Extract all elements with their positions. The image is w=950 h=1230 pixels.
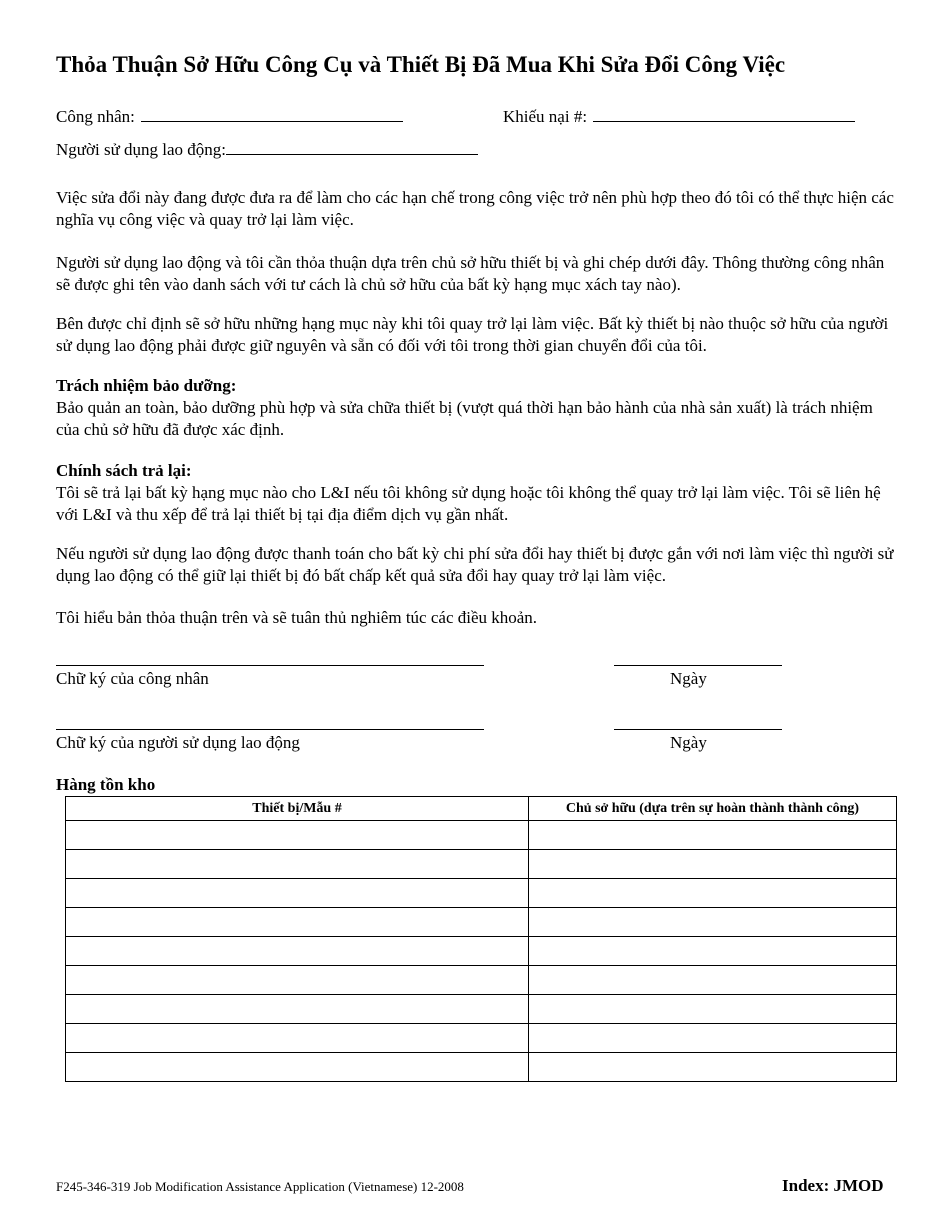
table-row xyxy=(66,850,897,879)
maintenance-heading: Trách nhiệm bảo dưỡng: xyxy=(56,376,237,395)
owner-cell[interactable] xyxy=(529,1053,897,1082)
employer-date-line[interactable] xyxy=(614,729,782,730)
employer-signature-label: Chữ ký của người sử dụng lao động xyxy=(56,733,300,752)
equipment-cell[interactable] xyxy=(66,1024,529,1053)
maintenance-section xyxy=(56,375,896,441)
table-row xyxy=(66,821,897,850)
owner-cell[interactable] xyxy=(529,908,897,937)
return-text: Tôi sẽ trả lại bất kỳ hạng mục nào cho L&I nếu tôi không sử dụng hoặc tôi không thể quay trở lại làm việc. Tôi sẽ liên hệ với L&I và thu xếp để trả lại thiết bị tại địa điểm dịch vụ gần nhất. xyxy=(56,483,881,524)
claim-field xyxy=(503,104,855,127)
equipment-cell[interactable] xyxy=(66,937,529,966)
worker-signature-line[interactable] xyxy=(56,665,484,666)
maintenance-text: Bảo quản an toàn, bảo dưỡng phù hợp và sửa chữa thiết bị (vượt quá thời hạn bảo hành của nhà sản xuất) là trách nhiệm của chủ sở hữu đã được xác định. xyxy=(56,398,873,439)
owner-cell[interactable] xyxy=(529,850,897,879)
equipment-cell[interactable] xyxy=(66,850,529,879)
equipment-cell[interactable] xyxy=(66,1053,529,1082)
return-section xyxy=(56,460,896,526)
form-index: Index: JMOD xyxy=(782,1176,884,1195)
return-heading: Chính sách trả lại: xyxy=(56,461,192,480)
paragraph-ownership: Bên được chỉ định sẽ sở hữu những hạng mục này khi tôi quay trở lại làm việc. Bất kỳ thiết bị nào thuộc sở hữu của người sử dụng lao động phải được giữ nguyên và sẵn có đối với tôi trong thời gian chuyển đổi của tôi. xyxy=(56,314,889,355)
worker-signature-label: Chữ ký của công nhân xyxy=(56,669,209,688)
worker-input-line[interactable] xyxy=(141,104,403,122)
owner-cell[interactable] xyxy=(529,1024,897,1053)
inventory-title: Hàng tồn kho xyxy=(56,775,156,794)
paragraph-employer-paid: Nếu người sử dụng lao động được thanh toán cho bất kỳ chi phí sửa đổi hay thiết bị được gắn với nơi làm việc thì người sử dụng lao động có thể giữ lại thiết bị đó bất chấp kết quả sửa đổi hay quay trở lại làm việc. xyxy=(56,544,894,585)
table-row xyxy=(66,1024,897,1053)
employer-input-line[interactable] xyxy=(226,137,478,155)
owner-cell[interactable] xyxy=(529,937,897,966)
table-row xyxy=(66,908,897,937)
column-header-owner: Chủ sở hữu (dựa trên sự hoàn thành thành công) xyxy=(529,797,897,821)
form-identifier: F245-346-319 Job Modification Assistance Application (Vietnamese) 12-2008 xyxy=(56,1179,464,1194)
employer-field xyxy=(56,137,478,160)
equipment-cell[interactable] xyxy=(66,879,529,908)
claim-input-line[interactable] xyxy=(593,104,855,122)
equipment-cell[interactable] xyxy=(66,995,529,1024)
table-row xyxy=(66,879,897,908)
paragraph-acknowledgement: Tôi hiểu bản thỏa thuận trên và sẽ tuân thủ nghiêm túc các điều khoản. xyxy=(56,608,538,627)
claim-label: Khiếu nại #: xyxy=(503,107,588,126)
table-row xyxy=(66,1053,897,1082)
employer-label: Người sử dụng lao động: xyxy=(56,140,227,159)
worker-label: Công nhân: xyxy=(56,107,135,126)
owner-cell[interactable] xyxy=(529,995,897,1024)
page-title: Thỏa Thuận Sở Hữu Công Cụ và Thiết Bị Đã Mua Khi Sửa Đổi Công Việc xyxy=(56,52,786,77)
table-header-row xyxy=(66,797,897,821)
table-row xyxy=(66,966,897,995)
equipment-cell[interactable] xyxy=(66,821,529,850)
worker-field xyxy=(56,104,403,127)
employer-date-label: Ngày xyxy=(670,733,707,752)
column-header-equipment: Thiết bị/Mẫu # xyxy=(66,797,529,821)
worker-date-line[interactable] xyxy=(614,665,782,666)
inventory-table xyxy=(65,796,897,1082)
equipment-cell[interactable] xyxy=(66,966,529,995)
equipment-cell[interactable] xyxy=(66,908,529,937)
owner-cell[interactable] xyxy=(529,879,897,908)
table-row xyxy=(66,937,897,966)
owner-cell[interactable] xyxy=(529,966,897,995)
paragraph-purpose: Việc sửa đổi này đang được đưa ra để làm cho các hạn chế trong công việc trở nên phù hợp theo đó tôi có thể thực hiện các nghĩa vụ công việc và quay trở lại làm việc. xyxy=(56,188,894,229)
table-row xyxy=(66,995,897,1024)
employer-signature-line[interactable] xyxy=(56,729,484,730)
paragraph-agreement: Người sử dụng lao động và tôi cần thỏa thuận dựa trên chủ sở hữu thiết bị và ghi chép dưới đây. Thông thường công nhân sẽ được ghi tên vào danh sách với tư cách là chủ sở hữu của bất kỳ hạng mục xách tay nào). xyxy=(56,253,885,294)
worker-date-label: Ngày xyxy=(670,669,707,688)
owner-cell[interactable] xyxy=(529,821,897,850)
